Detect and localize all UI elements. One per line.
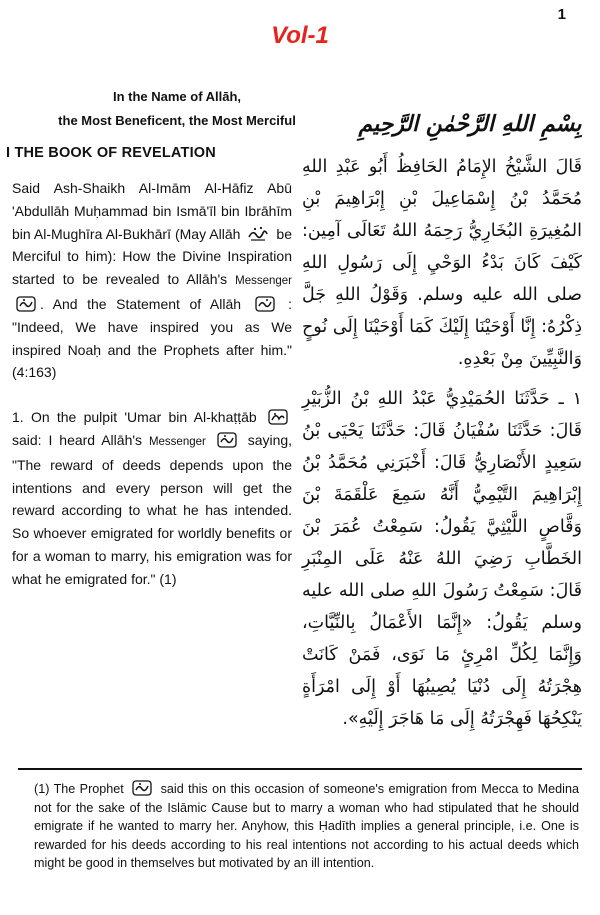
basmala-line-2: the Most Beneficent, the Most Merciful <box>58 113 296 128</box>
radiyallahu-calligraphy-icon <box>267 408 289 426</box>
basmala-line-1: In the Name of Allāh, <box>112 89 242 104</box>
arabic-column <box>302 95 582 735</box>
messenger-word: Messenger <box>148 435 206 448</box>
footnote <box>34 779 579 873</box>
basmala-calligraphy-icon <box>358 95 582 145</box>
hadith-1-text-2: said: I heard Allāh's <box>12 431 143 448</box>
arabic-intro: قَالَ الشَّيْخُ الإِمَامُ الحَافِظُ أَبُو عَبْدِ اللهِ مُحَمَّدُ بْنُ إِسْمَاعِيلَ بْنِ إِبْرَاهِيمَ بْنِ المُغِيرَةِ البُخَارِيُّ رَحِمَهُ اللهُ تَعَالَى آمِين: كَيْفَ كَانَ بَدْءُ الوَحْيِ إِلَى رَسُولِ اللهِ صلى الله عليه وسلم. وَقَوْلُ اللهِ جَلَّ ذِكْرُهُ: إِنَّا أَوْحَيْنَا إِلَيْكَ كَمَا أَوْحَيْنَا إِلَى نُوحٍ وَالنَّبِيِّينَ مِنْ بَعْدِهِ. <box>302 157 582 369</box>
english-column <box>0 85 298 591</box>
footnote-text-2: said this on this occasion of someone's emigration from Mecca to Medina not for the sake of the Islāmic Cause but to marry a woman who had stipulated that he should emigrate if he wanted to marry her. Anyhow, this Ḥadīth implies a general principle, i.e. One is rewarded for his deeds according to his real intentions not according to his actual deeds which might be good in themselves but motivated by an ill intention. <box>34 782 579 871</box>
salawat-calligraphy-icon <box>254 295 276 313</box>
tala-calligraphy-icon <box>247 225 269 243</box>
book-title: I THE BOOK OF REVELATION <box>6 145 216 161</box>
basmala-text: بِسْمِ اللهِ الرَّحْمٰنِ الرَّحِيمِ <box>358 112 582 137</box>
intro-text-1: Said Ash-Shaikh Al-Imām Al-Hāfiz Abū 'Abdullāh Muḥammad bin Ismā'īl bin Ibrāhīm bin Al-Mughīra Al-Bukhārī (May Allāh <box>12 180 292 242</box>
intro-paragraph <box>12 177 292 384</box>
volume-title: Vol-1 <box>271 22 329 49</box>
intro-text-3: . And the Statement of Allāh <box>40 295 242 312</box>
arabic-hadith-1: ١ ـ حَدَّثَنَا الحُمَيْدِيُّ عَبْدُ اللهِ بْنُ الزُّبَيْرِ قَالَ: حَدَّثَنَا سُفْيَانُ قَالَ: حَدَّثَنَا يَحْيَى بْنُ سَعِيدٍ الأَنْصَارِيُّ قَالَ: أَخْبَرَنِي مُحَمَّدُ بْنُ إِبْرَاهِيمَ التَّيْمِيُّ أَنَّهُ سَمِعَ عَلْقَمَةَ بْنَ وَقَّاصٍ اللَّيْثِيَّ يَقُولُ: سَمِعْتُ عُمَرَ بْنَ الخَطَّابِ رَضِيَ اللهُ عَنْهُ عَلَى المِنْبَرِ قَالَ: سَمِعْتُ رَسُولَ اللهِ صلى الله عليه وسلم يَقُولُ: «إِنَّمَا الأَعْمَالُ بِالنِّيَّاتِ، وَإِنَّمَا لِكُلِّ امْرِئٍ مَا نَوَى، فَمَنْ كَانَتْ هِجْرَتُهُ إِلَى دُنْيَا يُصِيبُهَا أَوْ إِلَى امْرَأَةٍ يَنْكِحُهَا فَهِجْرَتُهُ إِلَى مَا هَاجَرَ إِلَيْهِ». <box>302 389 582 729</box>
footnote-text-1: (1) The Prophet <box>34 782 124 796</box>
hadith-1-text-3: saying, "The reward of deeds depends upon the intentions and every person will get the reward according to what he has intended. So whoever emigrated for worldly benefits or for a woman to marry, his emigration was for what he emigrated for." (1) <box>12 431 293 587</box>
hadith-1-english <box>12 406 292 590</box>
salawat-calligraphy-icon <box>15 295 37 313</box>
intro-text-4: : "Indeed, We have inspired you as We inspired Noaḥ and the Prophets after him." (4:163) <box>12 295 293 381</box>
messenger-word: Messenger <box>235 275 293 288</box>
salawat-calligraphy-icon <box>131 779 153 797</box>
page-number: 1 <box>557 6 566 23</box>
hadith-1-text-1: 1. On the pulpit 'Umar bin Al-khaṭṭāb <box>12 409 257 426</box>
basmala-heading <box>58 85 296 133</box>
footnote-divider <box>18 768 582 770</box>
intro-text-2: be Merciful to him): How the Divine Inspiration started to be revealed to Allāh's <box>12 225 292 288</box>
salawat-calligraphy-icon <box>216 431 238 449</box>
